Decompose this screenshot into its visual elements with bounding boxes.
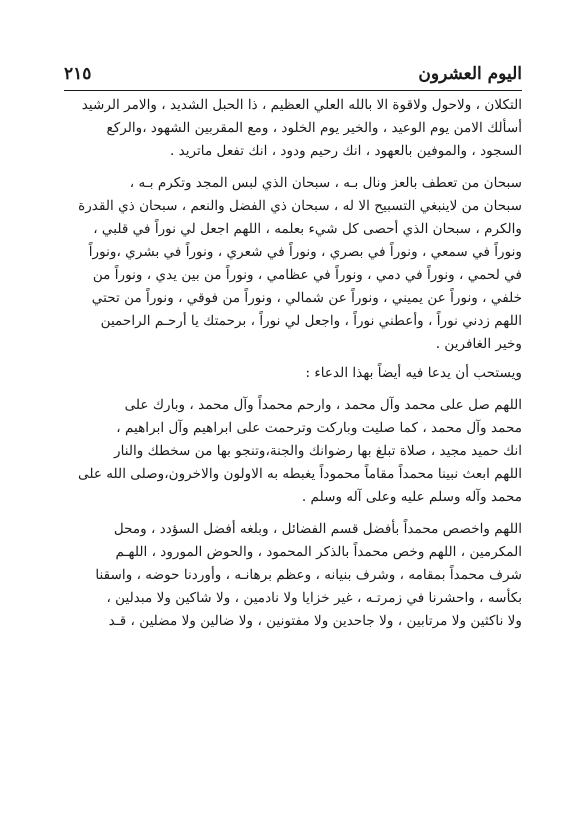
- text-line: خلفي ، ونوراً عن يميني ، ونوراً عن شمالي ، ونوراً من فوقي ، ونوراً من تحتي: [91, 290, 522, 306]
- text-line: التكلان ، ولاحول ولاقوة الا بالله العلي العظيم ، ذا الحبل الشديد ، والامر الرشيد: [81, 97, 522, 113]
- text-line: بكأسه ، واحشرنا في زمرتـه ، غير خزايا ولا نادمين ، ولا شاكين ولا مبدلين ،: [106, 590, 522, 606]
- text-line: المكرمين ، اللهم وخص محمداً بالذكر المحمود ، والحوض المورود ، اللهـم: [115, 544, 522, 560]
- text-line: سبحان من لاينبغي التسبيح الا له ، سبحان ذي الفضل والنعم ، سبحان ذي القدرة: [78, 198, 522, 214]
- text-line: ولا ناكثين ولا مرتابين ، ولا جاحدين ولا مفتونين ، ولا ضالين ولا مضلين ، قـد: [108, 613, 522, 629]
- text-line: في لحمي ، ونوراً في دمي ، ونوراً في عظامي ، ونوراً من بين يدي ، ونوراً من: [92, 267, 522, 283]
- text-line: والكرم ، سبحان الذي أحصى كل شيء بعلمه ، اللهم اجعل لي نوراً في قلبي ،: [93, 221, 522, 237]
- text-line: اللهم زدني نوراً ، وأعطني نوراً ، واجعل لي نوراً ، برحمتك يا أرحـم الراحمين: [100, 313, 522, 329]
- text-line: انك حميد مجيد ، صلاة تبلغ بها رضوانك والجنة،وتنجو بها من سخطك والنار: [114, 443, 522, 459]
- text-line: ويستحب أن يدعا فيه أيضاً بهذا الدعاء :: [305, 365, 522, 381]
- text-line: محمد وآله وسلم عليه وعلى آله وسلم .: [301, 489, 522, 505]
- text-line: اللهم ابعث نبينا محمداً مقاماً محموداً يغبطه به الاولون والاخرون،وصلى الله على: [78, 466, 522, 482]
- text-line: اللهم صل على محمد وآل محمد ، وارحم محمداً وآل محمد ، وبارك على: [124, 397, 522, 413]
- text-line: السجود ، والموفين بالعهود ، انك رحيم ودود ، انك تفعل ماتريد .: [169, 143, 522, 159]
- running-title: اليوم العشرون: [418, 64, 522, 84]
- body-text: [64, 94, 522, 633]
- text-line: أسألك الامن يوم الوعيد ، والخير يوم الخلود ، ومع المقربين الشهود ،والركع: [106, 120, 522, 136]
- page-number: ٢١٥: [64, 64, 92, 84]
- text-line: شرف محمداً بمقامه ، وشرف بنيانه ، وعظم برهانـه ، وأوردنا حوضه ، واسقنا: [95, 567, 522, 583]
- page-header: [64, 60, 522, 88]
- text-line: ونوراً في سمعي ، ونوراً في بصري ، ونوراً في شعري ، ونوراً في بشري ،ونوراً: [88, 244, 522, 260]
- header-rule: [64, 90, 522, 91]
- text-line: محمد وآل محمد ، كما صليت وباركت وترحمت على ابراهيم وآل ابراهيم ،: [116, 420, 522, 436]
- text-line: وخير الغافرين .: [435, 336, 522, 352]
- text-line: اللهم واخصص محمداً بأفضل قسم الفضائل ، وبلغه أفضل السؤدد ، ومحل: [113, 521, 522, 537]
- text-line: سبحان من تعطف بالعز ونال بـه ، سبحان الذي لبس المجد وتكرم بـه ،: [129, 175, 522, 191]
